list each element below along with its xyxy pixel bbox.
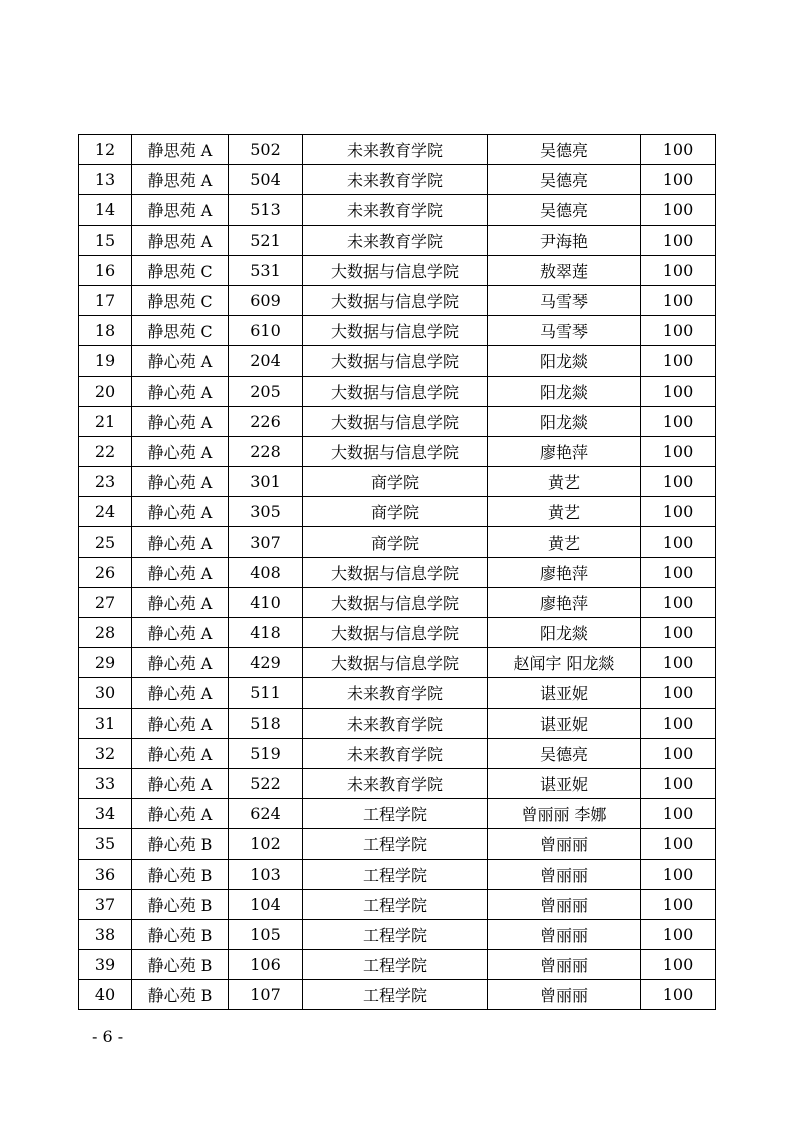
college-cell: 商学院 bbox=[303, 497, 488, 527]
room-cell: 228 bbox=[229, 436, 303, 466]
score-cell: 100 bbox=[641, 316, 716, 346]
counselor-cell: 廖艳萍 bbox=[488, 587, 641, 617]
building-cell: 静心苑 A bbox=[132, 678, 229, 708]
score-cell: 100 bbox=[641, 376, 716, 406]
table-row bbox=[79, 255, 716, 285]
row-index-cell: 23 bbox=[79, 467, 132, 497]
college-cell: 工程学院 bbox=[303, 859, 488, 889]
table-row bbox=[79, 406, 716, 436]
score-cell: 100 bbox=[641, 346, 716, 376]
table-row bbox=[79, 648, 716, 678]
row-index-cell: 14 bbox=[79, 195, 132, 225]
college-cell: 工程学院 bbox=[303, 829, 488, 859]
building-cell: 静思苑 C bbox=[132, 316, 229, 346]
counselor-cell: 廖艳萍 bbox=[488, 436, 641, 466]
college-cell: 工程学院 bbox=[303, 950, 488, 980]
room-cell: 105 bbox=[229, 919, 303, 949]
counselor-cell: 曾丽丽 bbox=[488, 829, 641, 859]
college-cell: 未来教育学院 bbox=[303, 768, 488, 798]
counselor-cell: 尹海艳 bbox=[488, 225, 641, 255]
college-cell: 大数据与信息学院 bbox=[303, 346, 488, 376]
building-cell: 静心苑 A bbox=[132, 436, 229, 466]
building-cell: 静心苑 B bbox=[132, 950, 229, 980]
room-cell: 519 bbox=[229, 738, 303, 768]
building-cell: 静心苑 A bbox=[132, 708, 229, 738]
building-cell: 静心苑 A bbox=[132, 376, 229, 406]
score-cell: 100 bbox=[641, 255, 716, 285]
college-cell: 大数据与信息学院 bbox=[303, 376, 488, 406]
room-cell: 522 bbox=[229, 768, 303, 798]
building-cell: 静心苑 A bbox=[132, 557, 229, 587]
score-cell: 100 bbox=[641, 436, 716, 466]
score-cell: 100 bbox=[641, 557, 716, 587]
counselor-cell: 曾丽丽 bbox=[488, 919, 641, 949]
building-cell: 静思苑 A bbox=[132, 165, 229, 195]
row-index-cell: 24 bbox=[79, 497, 132, 527]
counselor-cell: 吴德亮 bbox=[488, 135, 641, 165]
score-cell: 100 bbox=[641, 195, 716, 225]
row-index-cell: 13 bbox=[79, 165, 132, 195]
counselor-cell: 吴德亮 bbox=[488, 738, 641, 768]
score-cell: 100 bbox=[641, 980, 716, 1010]
room-cell: 307 bbox=[229, 527, 303, 557]
college-cell: 未来教育学院 bbox=[303, 738, 488, 768]
counselor-cell: 马雪琴 bbox=[488, 285, 641, 315]
score-cell: 100 bbox=[641, 829, 716, 859]
college-cell: 工程学院 bbox=[303, 980, 488, 1010]
row-index-cell: 35 bbox=[79, 829, 132, 859]
building-cell: 静心苑 A bbox=[132, 346, 229, 376]
college-cell: 工程学院 bbox=[303, 919, 488, 949]
college-cell: 工程学院 bbox=[303, 799, 488, 829]
counselor-cell: 黄艺 bbox=[488, 467, 641, 497]
counselor-cell: 马雪琴 bbox=[488, 316, 641, 346]
score-cell: 100 bbox=[641, 919, 716, 949]
table-row bbox=[79, 708, 716, 738]
row-index-cell: 34 bbox=[79, 799, 132, 829]
table-row bbox=[79, 165, 716, 195]
room-cell: 103 bbox=[229, 859, 303, 889]
row-index-cell: 20 bbox=[79, 376, 132, 406]
counselor-cell: 赵闻宇 阳龙燚 bbox=[488, 648, 641, 678]
building-cell: 静心苑 A bbox=[132, 467, 229, 497]
counselor-cell: 黄艺 bbox=[488, 527, 641, 557]
building-cell: 静心苑 A bbox=[132, 406, 229, 436]
row-index-cell: 18 bbox=[79, 316, 132, 346]
room-cell: 610 bbox=[229, 316, 303, 346]
room-cell: 513 bbox=[229, 195, 303, 225]
score-cell: 100 bbox=[641, 708, 716, 738]
table-row bbox=[79, 768, 716, 798]
college-cell: 大数据与信息学院 bbox=[303, 618, 488, 648]
college-cell: 大数据与信息学院 bbox=[303, 557, 488, 587]
row-index-cell: 30 bbox=[79, 678, 132, 708]
college-cell: 未来教育学院 bbox=[303, 225, 488, 255]
college-cell: 大数据与信息学院 bbox=[303, 587, 488, 617]
table-row bbox=[79, 587, 716, 617]
counselor-cell: 谌亚妮 bbox=[488, 768, 641, 798]
row-index-cell: 27 bbox=[79, 587, 132, 617]
building-cell: 静心苑 A bbox=[132, 768, 229, 798]
page-number: - 6 - bbox=[92, 1027, 124, 1046]
table-row bbox=[79, 829, 716, 859]
college-cell: 大数据与信息学院 bbox=[303, 406, 488, 436]
building-cell: 静思苑 A bbox=[132, 195, 229, 225]
room-cell: 107 bbox=[229, 980, 303, 1010]
table-row bbox=[79, 376, 716, 406]
table-row bbox=[79, 678, 716, 708]
row-index-cell: 31 bbox=[79, 708, 132, 738]
building-cell: 静心苑 A bbox=[132, 738, 229, 768]
counselor-cell: 曾丽丽 bbox=[488, 980, 641, 1010]
row-index-cell: 40 bbox=[79, 980, 132, 1010]
building-cell: 静心苑 A bbox=[132, 497, 229, 527]
building-cell: 静心苑 A bbox=[132, 799, 229, 829]
building-cell: 静心苑 B bbox=[132, 980, 229, 1010]
college-cell: 未来教育学院 bbox=[303, 165, 488, 195]
row-index-cell: 32 bbox=[79, 738, 132, 768]
building-cell: 静心苑 B bbox=[132, 829, 229, 859]
score-cell: 100 bbox=[641, 648, 716, 678]
room-cell: 518 bbox=[229, 708, 303, 738]
college-cell: 商学院 bbox=[303, 527, 488, 557]
counselor-cell: 曾丽丽 bbox=[488, 950, 641, 980]
score-cell: 100 bbox=[641, 859, 716, 889]
counselor-cell: 阳龙燚 bbox=[488, 618, 641, 648]
table-row bbox=[79, 497, 716, 527]
row-index-cell: 25 bbox=[79, 527, 132, 557]
building-cell: 静思苑 C bbox=[132, 255, 229, 285]
score-cell: 100 bbox=[641, 768, 716, 798]
room-cell: 205 bbox=[229, 376, 303, 406]
score-cell: 100 bbox=[641, 497, 716, 527]
score-cell: 100 bbox=[641, 467, 716, 497]
table-row bbox=[79, 316, 716, 346]
room-cell: 305 bbox=[229, 497, 303, 527]
row-index-cell: 28 bbox=[79, 618, 132, 648]
table-row bbox=[79, 950, 716, 980]
college-cell: 未来教育学院 bbox=[303, 678, 488, 708]
row-index-cell: 22 bbox=[79, 436, 132, 466]
row-index-cell: 38 bbox=[79, 919, 132, 949]
row-index-cell: 29 bbox=[79, 648, 132, 678]
row-index-cell: 15 bbox=[79, 225, 132, 255]
table-row bbox=[79, 889, 716, 919]
counselor-cell: 廖艳萍 bbox=[488, 557, 641, 587]
table-row bbox=[79, 799, 716, 829]
table-row bbox=[79, 618, 716, 648]
room-cell: 408 bbox=[229, 557, 303, 587]
college-cell: 工程学院 bbox=[303, 889, 488, 919]
score-cell: 100 bbox=[641, 165, 716, 195]
building-cell: 静心苑 A bbox=[132, 648, 229, 678]
counselor-cell: 阳龙燚 bbox=[488, 376, 641, 406]
room-cell: 204 bbox=[229, 346, 303, 376]
counselor-cell: 吴德亮 bbox=[488, 195, 641, 225]
building-cell: 静心苑 B bbox=[132, 859, 229, 889]
score-cell: 100 bbox=[641, 135, 716, 165]
table-row bbox=[79, 346, 716, 376]
college-cell: 大数据与信息学院 bbox=[303, 316, 488, 346]
counselor-cell: 阳龙燚 bbox=[488, 406, 641, 436]
room-cell: 102 bbox=[229, 829, 303, 859]
score-cell: 100 bbox=[641, 406, 716, 436]
room-cell: 104 bbox=[229, 889, 303, 919]
building-cell: 静思苑 A bbox=[132, 225, 229, 255]
room-cell: 418 bbox=[229, 618, 303, 648]
room-cell: 531 bbox=[229, 255, 303, 285]
score-cell: 100 bbox=[641, 950, 716, 980]
row-index-cell: 26 bbox=[79, 557, 132, 587]
table-row bbox=[79, 859, 716, 889]
score-cell: 100 bbox=[641, 225, 716, 255]
room-cell: 106 bbox=[229, 950, 303, 980]
table-row bbox=[79, 527, 716, 557]
row-index-cell: 17 bbox=[79, 285, 132, 315]
college-cell: 大数据与信息学院 bbox=[303, 436, 488, 466]
counselor-cell: 黄艺 bbox=[488, 497, 641, 527]
table-body bbox=[79, 135, 716, 1010]
counselor-cell: 曾丽丽 李娜 bbox=[488, 799, 641, 829]
counselor-cell: 吴德亮 bbox=[488, 165, 641, 195]
score-cell: 100 bbox=[641, 738, 716, 768]
score-cell: 100 bbox=[641, 889, 716, 919]
room-cell: 502 bbox=[229, 135, 303, 165]
table-row bbox=[79, 467, 716, 497]
room-cell: 609 bbox=[229, 285, 303, 315]
table-row bbox=[79, 225, 716, 255]
row-index-cell: 33 bbox=[79, 768, 132, 798]
table-row bbox=[79, 738, 716, 768]
building-cell: 静心苑 A bbox=[132, 618, 229, 648]
room-cell: 624 bbox=[229, 799, 303, 829]
room-cell: 226 bbox=[229, 406, 303, 436]
row-index-cell: 12 bbox=[79, 135, 132, 165]
room-cell: 410 bbox=[229, 587, 303, 617]
counselor-cell: 谌亚妮 bbox=[488, 678, 641, 708]
counselor-cell: 曾丽丽 bbox=[488, 889, 641, 919]
score-cell: 100 bbox=[641, 587, 716, 617]
room-cell: 504 bbox=[229, 165, 303, 195]
college-cell: 未来教育学院 bbox=[303, 135, 488, 165]
college-cell: 大数据与信息学院 bbox=[303, 285, 488, 315]
building-cell: 静心苑 A bbox=[132, 527, 229, 557]
college-cell: 大数据与信息学院 bbox=[303, 648, 488, 678]
table-row bbox=[79, 557, 716, 587]
counselor-cell: 曾丽丽 bbox=[488, 859, 641, 889]
room-cell: 301 bbox=[229, 467, 303, 497]
dormitory-score-table bbox=[78, 134, 716, 1010]
table-row bbox=[79, 436, 716, 466]
building-cell: 静心苑 B bbox=[132, 889, 229, 919]
room-cell: 521 bbox=[229, 225, 303, 255]
row-index-cell: 21 bbox=[79, 406, 132, 436]
row-index-cell: 36 bbox=[79, 859, 132, 889]
score-cell: 100 bbox=[641, 678, 716, 708]
table-row bbox=[79, 919, 716, 949]
score-cell: 100 bbox=[641, 285, 716, 315]
counselor-cell: 阳龙燚 bbox=[488, 346, 641, 376]
building-cell: 静思苑 A bbox=[132, 135, 229, 165]
building-cell: 静心苑 B bbox=[132, 919, 229, 949]
row-index-cell: 37 bbox=[79, 889, 132, 919]
building-cell: 静心苑 A bbox=[132, 587, 229, 617]
college-cell: 大数据与信息学院 bbox=[303, 255, 488, 285]
table-row bbox=[79, 980, 716, 1010]
room-cell: 429 bbox=[229, 648, 303, 678]
score-cell: 100 bbox=[641, 618, 716, 648]
row-index-cell: 19 bbox=[79, 346, 132, 376]
table-row bbox=[79, 135, 716, 165]
table-row bbox=[79, 285, 716, 315]
counselor-cell: 谌亚妮 bbox=[488, 708, 641, 738]
counselor-cell: 敖翠莲 bbox=[488, 255, 641, 285]
college-cell: 商学院 bbox=[303, 467, 488, 497]
row-index-cell: 39 bbox=[79, 950, 132, 980]
score-cell: 100 bbox=[641, 527, 716, 557]
college-cell: 未来教育学院 bbox=[303, 195, 488, 225]
table-row bbox=[79, 195, 716, 225]
building-cell: 静思苑 C bbox=[132, 285, 229, 315]
row-index-cell: 16 bbox=[79, 255, 132, 285]
college-cell: 未来教育学院 bbox=[303, 708, 488, 738]
score-cell: 100 bbox=[641, 799, 716, 829]
room-cell: 511 bbox=[229, 678, 303, 708]
